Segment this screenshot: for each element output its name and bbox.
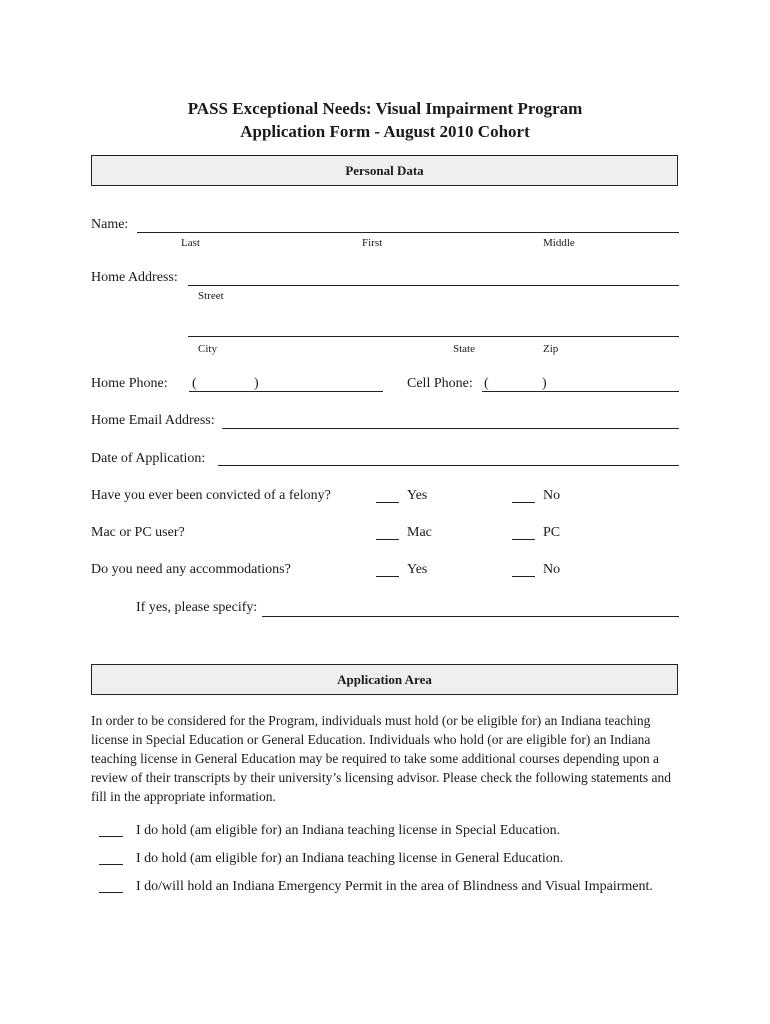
cell-phone-paren-close: ) xyxy=(542,376,547,391)
accommodations-no-checkbox[interactable] xyxy=(512,576,535,577)
statement-3: I do/will hold an Indiana Emergency Permit in the area of Blindness and Visual Impairment. xyxy=(136,879,653,894)
mac-pc-question: Mac or PC user? xyxy=(91,525,185,540)
date-field[interactable] xyxy=(218,465,679,466)
home-phone-paren-close: ) xyxy=(254,376,259,391)
home-phone-paren-open: ( xyxy=(192,376,197,391)
accommodations-question: Do you need any accommodations? xyxy=(91,562,291,577)
cell-phone-field[interactable] xyxy=(482,391,679,392)
address-sub-street: Street xyxy=(198,290,224,302)
mac-label: Mac xyxy=(407,525,432,540)
name-sub-first: First xyxy=(362,237,383,249)
statement-1: I do hold (am eligible for) an Indiana teaching license in Special Education. xyxy=(136,823,561,838)
accommodations-yes-label: Yes xyxy=(407,562,428,577)
name-sub-middle: Middle xyxy=(543,237,575,249)
form-title-line-1: PASS Exceptional Needs: Visual Impairment Program xyxy=(187,99,583,118)
specify-label: If yes, please specify: xyxy=(136,600,258,615)
email-label: Home Email Address: xyxy=(91,413,215,428)
application-instructions: In order to be considered for the Program, individuals must hold (or be eligible for) an Indiana teaching license in Special Education or General Education. Individuals who hold (or are eligible for) an Indiana teaching license in General Education may be required to take some additional courses depending upon a review of their transcripts by their university’s licensing advisor. Please check the following statements and fill in the appropriate information. xyxy=(91,713,671,804)
form-title-line-2: Application Form - August 2010 Cohort xyxy=(240,122,530,141)
felony-no-label: No xyxy=(543,488,561,503)
felony-question: Have you ever been convicted of a felony? xyxy=(91,488,331,503)
statement-2: I do hold (am eligible for) an Indiana teaching license in General Education. xyxy=(136,851,564,866)
name-label: Name: xyxy=(91,217,129,232)
address-city-field[interactable] xyxy=(188,336,679,337)
specify-field[interactable] xyxy=(262,616,679,617)
name-sub-last: Last xyxy=(181,237,200,249)
statement-2-checkbox[interactable] xyxy=(99,864,123,865)
email-field[interactable] xyxy=(222,428,679,429)
cell-phone-label: Cell Phone: xyxy=(407,376,473,391)
pc-label: PC xyxy=(543,525,561,540)
statement-3-checkbox[interactable] xyxy=(99,892,123,893)
accommodations-yes-checkbox[interactable] xyxy=(376,576,399,577)
felony-yes-label: Yes xyxy=(407,488,428,503)
address-sub-zip: Zip xyxy=(543,343,559,355)
personal-data-header: Personal Data xyxy=(91,155,678,186)
date-label: Date of Application: xyxy=(91,451,206,466)
address-sub-state: State xyxy=(453,343,475,355)
address-sub-city: City xyxy=(198,343,217,355)
mac-checkbox[interactable] xyxy=(376,539,399,540)
accommodations-no-label: No xyxy=(543,562,561,577)
home-phone-label: Home Phone: xyxy=(91,376,168,391)
name-field[interactable] xyxy=(137,232,679,233)
pc-checkbox[interactable] xyxy=(512,539,535,540)
home-address-label: Home Address: xyxy=(91,270,178,285)
felony-no-checkbox[interactable] xyxy=(512,502,535,503)
felony-yes-checkbox[interactable] xyxy=(376,502,399,503)
cell-phone-paren-open: ( xyxy=(484,376,489,391)
address-street-field[interactable] xyxy=(188,285,679,286)
statement-1-checkbox[interactable] xyxy=(99,836,123,837)
home-phone-field[interactable] xyxy=(189,391,383,392)
application-area-header: Application Area xyxy=(91,664,678,695)
